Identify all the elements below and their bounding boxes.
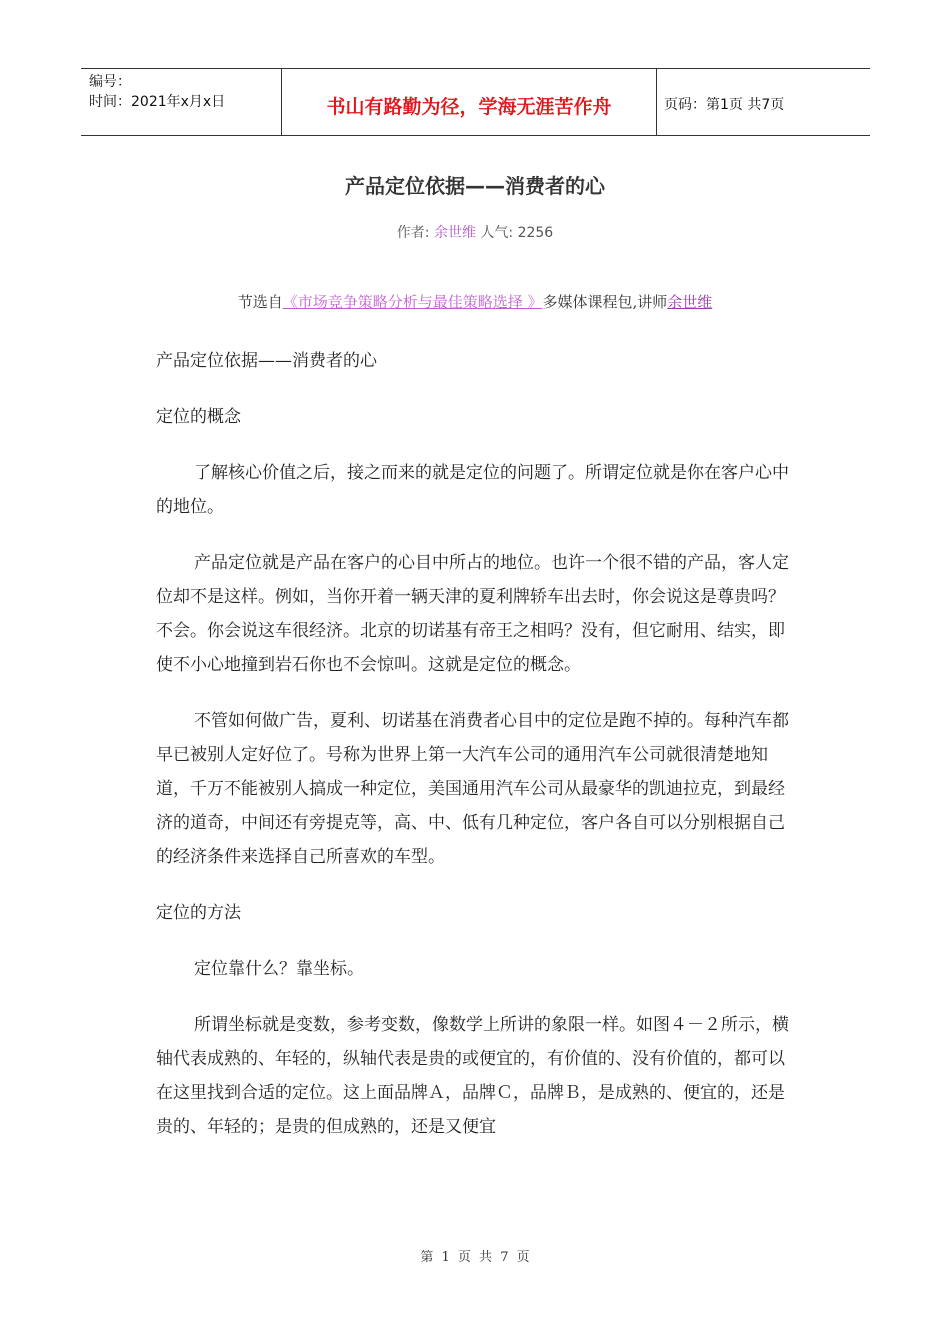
header-motto: 书山有路勤为径，学海无涯苦作舟 [281, 69, 657, 135]
page-footer: 第 1 页 共 7 页 [420, 1250, 530, 1265]
source-line [0, 291, 950, 312]
header-meta [81, 69, 281, 135]
author-prefix: 作者: [396, 225, 434, 241]
source-middle: 多媒体课程包,讲师 [542, 293, 668, 311]
section-heading: 产品定位依据——消费者的心 [156, 351, 377, 371]
body-paragraph: 产品定位就是产品在客户的心目中所占的地位。也许一个很不错的产品，客人定位却不是这样。例如，当你开着一辆天津的夏利牌轿车出去时，你会说这是尊贵吗？不会。你会说这车很经济。北京的切诺基有帝王之相吗？没有，但它耐用、结实，即使不小心地撞到岩石你也不会惊叫。这就是定位的概念。 [156, 553, 789, 675]
teacher-link[interactable]: 余世维 [667, 293, 713, 311]
body-paragraph: 所谓坐标就是变数，参考变数，像数学上所讲的象限一样。如图４－２所示，横轴代表成熟的、年轻的，纵轴代表是贵的或便宜的，有价值的、没有价值的，都可以在这里找到合适的定位。这上面品牌Ａ，品牌Ｃ，品牌Ｂ，是成熟的、便宜的，还是贵的、年轻的；是贵的但成熟的，还是又便宜 [156, 1015, 789, 1137]
section-heading: 定位的方法 [156, 903, 241, 923]
number-label: 编号： [89, 74, 131, 90]
body-paragraph: 不管如何做广告，夏利、切诺基在消费者心目中的定位是跑不掉的。每种汽车都早已被别人定好位了。号称为世界上第一大汽车公司的通用汽车公司就很清楚地知道，千万不能被别人搞成一种定位，美国通用汽车公司从最豪华的凯迪拉克，到最经济的道奇，中间还有旁提克等，高、中、低有几种定位，客户各自可以分别根据自己的经济条件来选择自己所喜欢的车型。 [156, 711, 789, 867]
header-page-info: 页码：第1页 共7页 [664, 97, 785, 113]
course-link[interactable]: 《市场竞争策略分析与最佳策略选择 》 [282, 293, 543, 311]
time-label: 时间：2021年x月x日 [89, 94, 226, 110]
popularity-count: 人气: 2256 [475, 225, 554, 241]
body-paragraph: 了解核心价值之后，接之而来的就是定位的问题了。所谓定位就是你在客户心中的地位。 [156, 463, 789, 517]
source-prefix: 节选自 [237, 293, 283, 311]
page-title: 产品定位依据——消费者的心 [345, 174, 605, 198]
author-line [0, 222, 950, 242]
body-paragraph: 定位靠什么？靠坐标。 [194, 959, 364, 979]
author-name: 余世维 [433, 225, 476, 241]
document-header [81, 68, 870, 136]
section-heading: 定位的概念 [156, 407, 241, 427]
article-body [156, 344, 792, 1166]
